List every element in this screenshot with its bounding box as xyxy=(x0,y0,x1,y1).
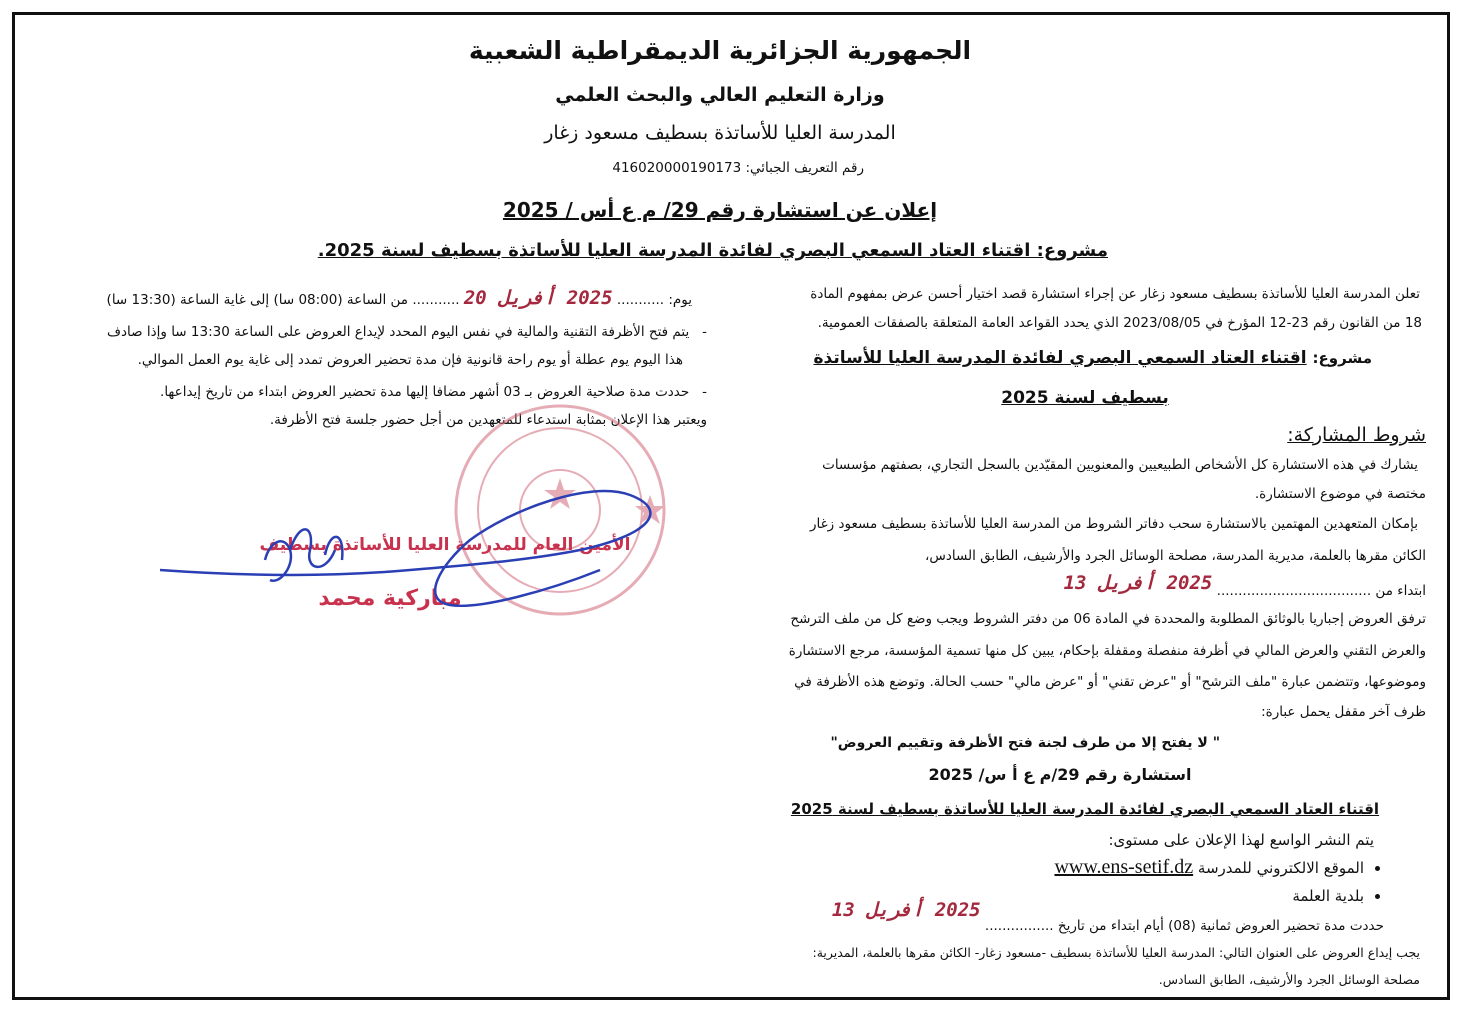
consultation-reference: استشارة رقم 29/م ع أ س/ 2025 xyxy=(928,765,1192,784)
cond-p2-line2: الكائن مقرها بالعلمة، مديرية المدرسة، مصلحة الوسائل الجرد والأرشيف، الطابق السادس، xyxy=(925,548,1426,564)
validity-line1: حددت مدة صلاحية العروض بـ 03 أشهر مضافا إليها مدة تحضير العروض ابتداء من تاريخ إيداعها. xyxy=(160,384,690,400)
publish-municipality: بلدية العلمة xyxy=(1292,887,1364,905)
intro-line1: تعلن المدرسة العليا للأساتذة بسطيف مسعود زغار عن إجراء استشارة قصد اختيار أحسن عرض بمفهوم المادة xyxy=(810,286,1420,302)
duration-line xyxy=(831,899,1384,934)
cond-p1-line1: يشارك في هذه الاستشارة كل الأشخاص الطبيعيين والمعنويين المقيّدين بالسجل التجاري، بصفتهم مؤسسات xyxy=(822,457,1418,473)
deposit-line2: مصلحة الوسائل الجرد والأرشيف، الطابق السادس. xyxy=(1158,972,1420,987)
school-name: المدرسة العليا للأساتذة بسطيف مسعود زغار xyxy=(544,122,896,144)
duration-prefix: حددت مدة تحضير العروض ثمانية (08) أيام ابتداء من تاريخ ................ xyxy=(984,918,1384,934)
conditions-title: شروط المشاركة: xyxy=(1287,424,1426,446)
offers-line1: ترفق العروض إجباريا بالوثائق المطلوبة والمحددة في المادة 06 من دفتر الشروط ويجب وضع كل من ملف الترشح xyxy=(790,611,1426,627)
deposit-line1: يجب إيداع العروض على العنوان التالي: المدرسة العليا للأساتذة بسطيف -مسعود زغار- الكائن مقرها بالعلمة، المديرية: xyxy=(812,945,1420,960)
cond-p2-line3 xyxy=(1063,572,1426,599)
ministry-name: وزارة التعليم العالي والبحث العلمي xyxy=(555,84,885,106)
opening-day-handwritten: 2025 أفريل 20 xyxy=(463,287,613,309)
publish-item-website xyxy=(1054,853,1364,882)
opening-day-prefix: يوم: ........... xyxy=(616,292,692,308)
opening-envelopes-line2: هذا اليوم يوم عطلة أو يوم راحة قانونية فإن مدة تحضير العروض تمدد إلى غاية يوم العمل الموالي. xyxy=(137,352,683,368)
cond-p1-line2: مختصة في موضوع الاستشارة. xyxy=(1254,486,1426,502)
consultation-subject: اقتناء العتاد السمعي البصري لفائدة المدرسة العليا للأساتذة بسطيف لسنة 2025 xyxy=(790,800,1380,818)
envelope-quote: " لا يفتح إلا من طرف لجنة فتح الأظرفة وتقييم العروض" xyxy=(830,735,1220,751)
tax-id: رقم التعريف الجبائي: 416020000190173 xyxy=(612,160,864,176)
publish-site-url[interactable]: www.ens-setif.dz xyxy=(1054,856,1194,878)
cond-p2-line3-prefix: ابتداء من .................................... xyxy=(1216,583,1426,599)
cond-p2-handwritten-date: 2025 أفريل 13 xyxy=(1063,572,1213,594)
opening-envelopes-line1: يتم فتح الأظرفة التقنية والمالية في نفس اليوم المحدد لإيداع العروض على الساعة 13:30 سا وإذا صادف xyxy=(107,324,690,340)
round-seal xyxy=(456,406,665,614)
project-label: مشروع: xyxy=(1312,349,1372,367)
offers-line3: وموضوعها، وتتضمن عبارة "ملف الترشح" أو "عرض تقني" أو "عرض مالي" حسب الحالة. وتوضع هذه الأظرفة في xyxy=(794,674,1426,690)
opening-envelopes-item xyxy=(107,318,707,374)
intro-line2: 18 من القانون رقم 23-12 المؤرخ في 2023/08/05 الذي يحدد القواعد العامة المتعلقة بالصفقات العمومية. xyxy=(817,315,1422,331)
announcement-title: إعلان عن استشارة رقم 29/ م ع أس / 2025 xyxy=(502,198,938,222)
publish-intro: يتم النشر الواسع لهذا الإعلان على مستوى: xyxy=(1108,831,1374,849)
project-line2: بسطيف لسنة 2025 xyxy=(1001,388,1169,408)
offers-line4: ظرف آخر مقفل يحمل عبارة: xyxy=(1261,704,1426,720)
offers-line2: والعرض التقني والعرض المالي في أظرفة منفصلة ومقفلة بإحكام، يبين كل منها تسمية المؤسسة، مرجع الاستشارة xyxy=(788,643,1426,659)
stamp-title: الأمين العام للمدرسة العليا للأساتذة بسطيف xyxy=(259,535,631,555)
project-title: مشروع: اقتناء العتاد السمعي البصري لفائدة المدرسة العليا للأساتذة بسطيف لسنة 2025. xyxy=(317,240,1108,261)
stamp-name: مباركية محمد xyxy=(318,586,462,611)
publish-site-label: الموقع الالكتروني للمدرسة xyxy=(1197,859,1364,877)
country-name: الجمهورية الجزائرية الديمقراطية الشعبية xyxy=(468,36,972,65)
project-block xyxy=(813,348,1372,368)
opening-day-suffix: ........... من الساعة (08:00 سا) إلى غاية الساعة (13:30 سا) xyxy=(106,292,460,308)
duration-handwritten-date: 2025 أفريل 13 xyxy=(831,899,981,921)
official-seal-stamp-signature xyxy=(150,400,710,630)
cond-p2-line1: بإمكان المتعهدين المهتمين بالاستشارة سحب دفاتر الشروط من المدرسة العليا للأساتذة بسطيف مسعود زغار xyxy=(809,516,1418,532)
project-line1: اقتناء العتاد السمعي البصري لفائدة المدرسة العليا للأساتذة xyxy=(813,348,1307,368)
dash-bullet: - xyxy=(689,324,707,340)
opening-day xyxy=(107,287,692,309)
dash-bullet: - xyxy=(689,384,707,400)
validity-line2: ويعتبر هذا الإعلان بمثابة استدعاء للمتعهدين من أجل حضور جلسة فتح الأظرفة. xyxy=(269,412,707,428)
